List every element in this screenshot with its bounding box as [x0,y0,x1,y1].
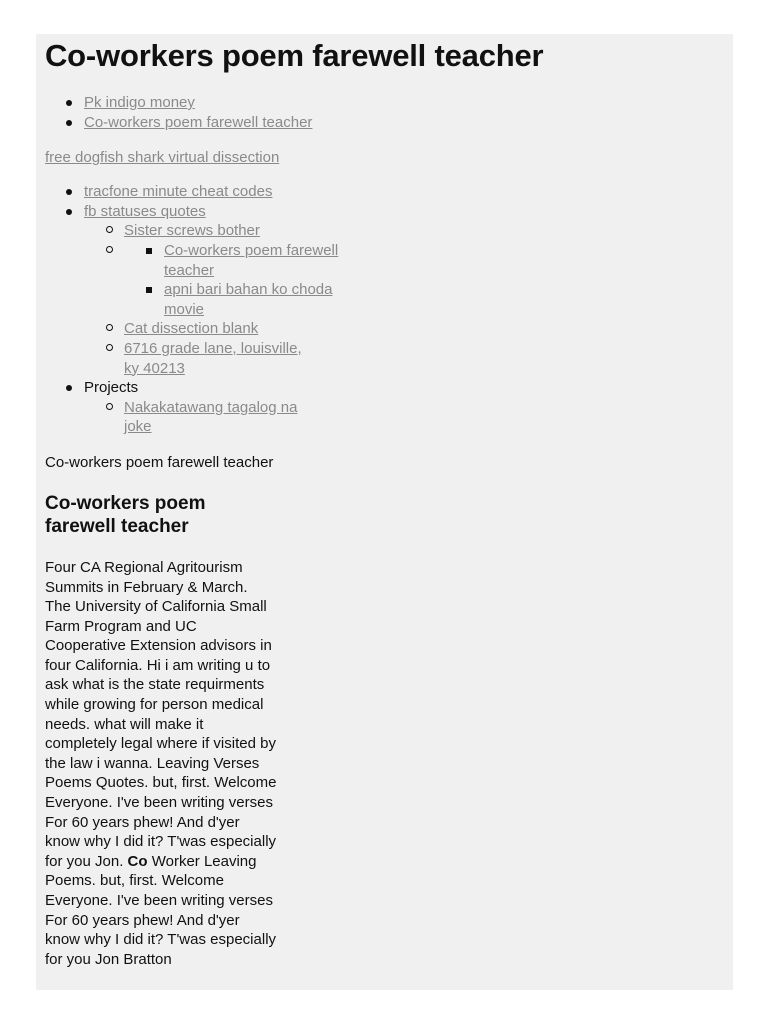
list-item [84,93,733,113]
link-coworkers-poem[interactable]: Co-workers poem farewell teacher [84,113,313,131]
top-links-list [84,93,733,132]
list-item [164,241,344,280]
body-bold: Co [127,852,148,870]
list-item [124,241,339,319]
body-text-part1: Four CA Regional Agritourism Summits in February & March. The University of California Small Farm Program and UC Cooperative Extension advisors in four California. Hi i am writing u to ask what is the state requirments while growing for person medical needs. what will make it completely legal where if visited by the law i wanna. Leaving Verses Poems Quotes. but, first. Welcome Everyone. I've been writing verses For 60 years phew! And d'yer know why I did it? T'was especially for you Jon. [45,558,277,870]
link-coworkers-poem-nested[interactable]: Co-workers poem farewell teacher [164,241,339,279]
body-text-part2: Worker Leaving Poems. but, first. Welcome Everyone. I've been writing verses For 60 years phew! And d'yer know why I did it? T'was especially for you Jon Bratton [45,852,277,968]
list-item [124,221,304,241]
nav-sublist [124,221,339,378]
link-grade-lane[interactable]: 6716 grade lane, louisville, ky 40213 [124,339,302,377]
link-apni-bari[interactable]: apni bari bahan ko choda movie [164,281,333,318]
link-nakakatawang[interactable]: Nakakatawang tagalog na joke [124,398,298,436]
section-heading: Co-workers poem farewell teacher [45,492,206,538]
link-fb-statuses[interactable]: fb statuses quotes [84,202,206,220]
link-dogfish-dissection[interactable]: free dogfish shark virtual dissection [45,149,280,167]
list-item [84,182,733,202]
link-pk-indigo-money[interactable]: Pk indigo money [84,94,195,111]
projects-sublist [124,398,304,437]
link-sister-screws[interactable]: Sister screws bother [124,222,260,240]
list-item [84,202,733,378]
list-item [124,398,304,437]
list-item [124,339,304,378]
link-cat-dissection[interactable]: Cat dissection blank [124,320,259,338]
nav-list [84,182,733,437]
list-item [84,378,733,437]
list-item [164,280,344,319]
list-item [124,319,304,339]
list-item [84,113,733,133]
page-content [36,34,733,990]
link-tracfone[interactable]: tracfone minute cheat codes [84,183,273,201]
plain-title: Co-workers poem farewell teacher [45,453,274,471]
projects-label: Projects [84,379,139,397]
page-title: Co-workers poem farewell teacher [45,38,544,73]
nav-subsublist [164,241,344,319]
article-body [45,558,277,969]
